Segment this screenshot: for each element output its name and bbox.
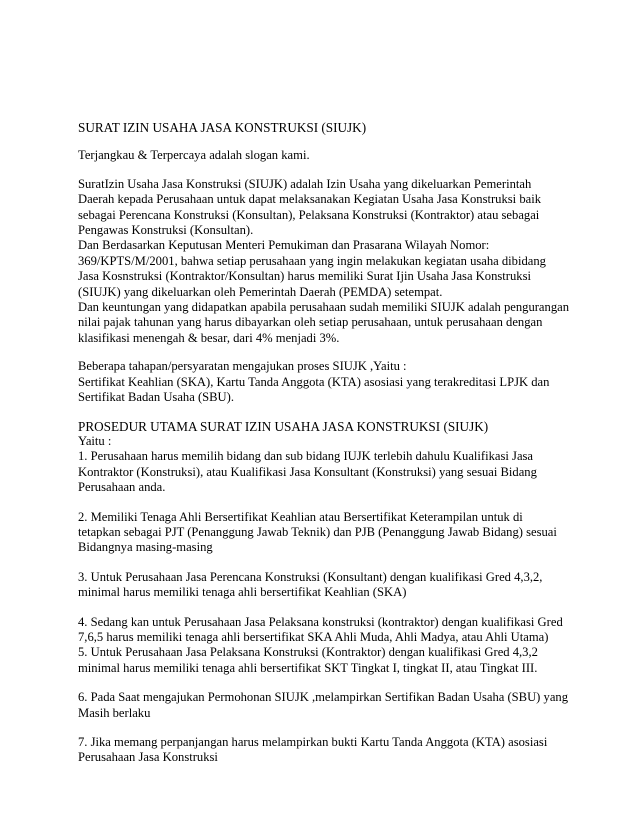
stages-line: Beberapa tahapan/persyaratan mengajukan proses SIUJK ,Yaitu : (78, 359, 407, 374)
document-title: SURAT IZIN USAHA JASA KONSTRUKSI (SIUJK) (78, 120, 367, 135)
intro-line: klasifikasi menengah & besar, dari 4% menjadi 3%. (78, 330, 340, 345)
procedure-item-1 (78, 449, 568, 495)
document-page (78, 120, 568, 766)
intro-line: (SIUJK) yang dikeluarkan oleh Pemerintah Daerah (PEMDA) setempat. (78, 284, 443, 299)
item-line: Perusahaan Jasa Konstruksi (78, 750, 218, 765)
item-line: Perusahaan anda. (78, 480, 166, 495)
item-line: 4. Sedang kan untuk Perusahaan Jasa Pelaksana konstruksi (kontraktor) dengan kualifikasi Gred (78, 614, 563, 629)
item-line: Bidangnya masing-masing (78, 540, 213, 555)
intro-line: Dan Berdasarkan Keputusan Menteri Pemukiman dan Prasarana Wilayah Nomor: (78, 238, 490, 253)
item-line: 2. Memiliki Tenaga Ahli Bersertifikat Keahlian atau Bersertifikat Keterampilan untuk di (78, 509, 523, 524)
stages-line: Sertifikat Keahlian (SKA), Kartu Tanda Anggota (KTA) asosiasi yang terakreditasi LPJK dan (78, 374, 550, 389)
intro-line: nilai pajak tahunan yang harus dibayarkan oleh setiap perusahaan, untuk perusahaan dengan (78, 315, 543, 330)
item-line: minimal harus memiliki tenaga ahli bersertifikat Keahlian (SKA) (78, 585, 407, 600)
item-line: minimal harus memiliki tenaga ahli bersertifikat SKT Tingkat I, tingkat II, atau Tingkat III. (78, 660, 538, 675)
procedure-title: PROSEDUR UTAMA SURAT IZIN USAHA JASA KONSTRUKSI (SIUJK) (78, 418, 489, 434)
procedure-item-4-5 (78, 615, 568, 677)
intro-line: SuratIzin Usaha Jasa Konstruksi (SIUJK) adalah Izin Usaha yang dikeluarkan Pemerintah (78, 176, 532, 191)
intro-line: Pengawas Konstruksi (Konsultan). (78, 223, 254, 238)
stages-paragraph (78, 359, 568, 405)
intro-line: Dan keuntungan yang didapatkan apabila perusahaan sudah memiliki SIUJK adalah pengurangan (78, 300, 570, 315)
stages-line: Sertifikat Badan Usaha (SBU). (78, 390, 234, 405)
intro-line: Daerah kepada Perusahaan untuk dapat melaksanakan Kegiatan Usaha Jasa Konstruksi baik (78, 192, 542, 207)
procedure-item-7 (78, 735, 568, 766)
intro-paragraph (78, 177, 568, 346)
slogan-text: Terjangkau & Terpercaya adalah slogan kami. (78, 148, 310, 163)
item-line: 6. Pada Saat mengajukan Permohonan SIUJK ,melampirkan Sertifikan Badan Usaha (SBU) yang (78, 690, 569, 705)
item-line: 5. Untuk Perusahaan Jasa Pelaksana Konstruksi (Kontraktor) dengan kualifikasi Gred 4,3,2 (78, 645, 538, 660)
intro-line: 369/KPTS/M/2001, bahwa setiap perusahaan yang ingin melakukan kegiatan usaha dibidang (78, 253, 546, 268)
procedure-item-2 (78, 510, 568, 556)
item-line: tetapkan sebagai PJT (Penanggung Jawab Teknik) dan PJB (Penanggung Jawab Bidang) sesuai (78, 524, 557, 539)
procedure-item-3 (78, 570, 568, 601)
procedure-intro: Yaitu : (78, 433, 112, 448)
intro-line: Jasa Kosnstruksi (Kontraktor/Konsultan) harus memiliki Surat Ijin Usaha Jasa Konstruksi (78, 269, 531, 284)
item-line: 1. Perusahaan harus memilih bidang dan sub bidang IUJK terlebih dahulu Kualifikasi Jasa (78, 449, 534, 464)
item-line: 3. Untuk Perusahaan Jasa Perencana Konstruksi (Konsultant) dengan kualifikasi Gred 4,3,2, (78, 569, 543, 584)
item-line: Kontraktor (Konstruksi), atau Kualifikasi Jasa Konsultant (Konstruksi) yang sesuai Bidang (78, 464, 537, 479)
intro-line: sebagai Perencana Konstruksi (Konsultan), Pelaksana Konstruksi (Kontraktor) atau sebagai (78, 207, 540, 222)
procedure-item-6 (78, 690, 568, 721)
item-line: 7,6,5 harus memiliki tenaga ahli bersertifikat SKA Ahli Muda, Ahli Madya, atau Ahli Utama) (78, 629, 549, 644)
item-line: 7. Jika memang perpanjangan harus melampirkan bukti Kartu Tanda Anggota (KTA) asosiasi (78, 735, 548, 749)
item-line: Masih berlaku (78, 705, 151, 720)
